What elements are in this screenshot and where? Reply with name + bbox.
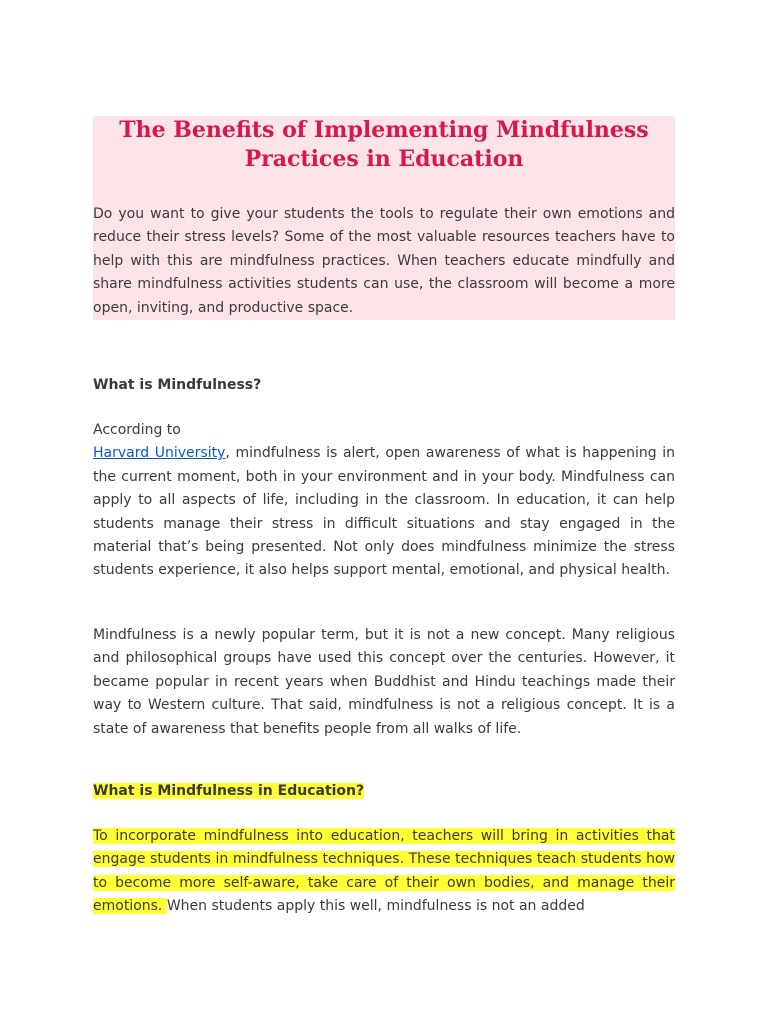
according-to-text: According to: [93, 422, 181, 438]
highlighted-text: To incorporate mindfulness into education, teachers will bring in activities that engage students in mindfulness techniques. These techniques teach students how to become more self-aware, take care of their own bodies, and manage their emotions.: [93, 828, 675, 915]
highlighted-heading: What is Mindfulness in Education?: [93, 783, 365, 799]
paragraph-continuation: When students apply this well, mindfulness is not an added: [166, 898, 585, 915]
paragraph1-text: , mindfulness is alert, open awareness of what is happening in the current moment, both in your environment and in your body. Mindfulness can apply to all aspects of life, including in the classroom. In education, it can help students manage their stress in difficult situations and stay engaged in the material that’s being presented. Not only does mindfulness minimize the stress students experience, it also helps support mental, emotional, and physical health.: [93, 445, 675, 579]
section-heading-mindfulness-in-education: [93, 781, 364, 801]
harvard-university-link[interactable]: Harvard University: [93, 445, 226, 462]
section1-paragraph2: Mindfulness is a newly popular term, but it is not a new concept. Many religious and philosophical groups have used this concept over the centuries. However, it became popular in recent years when Buddhist and Hindu teachings made their way to Western culture. That said, mindfulness is not a religious concept. It is a state of awareness that benefits people from all walks of life.: [93, 627, 675, 737]
section2-paragraph1: [93, 825, 675, 919]
document-title: The Benefits of Implementing Mindfulness Practices in Education: [119, 117, 649, 172]
section-heading-mindfulness: What is Mindfulness?: [93, 377, 262, 393]
intro-paragraph: Do you want to give your students the tools to regulate their own emotions and reduce their stress levels? Some of the most valuable resources teachers have to help with this are mindfulness practices. When teachers educate mindfully and share mindfulness activities students can use, the classroom will become a more open, inviting, and productive space.: [93, 206, 675, 316]
section1-paragraph1: [93, 419, 675, 583]
